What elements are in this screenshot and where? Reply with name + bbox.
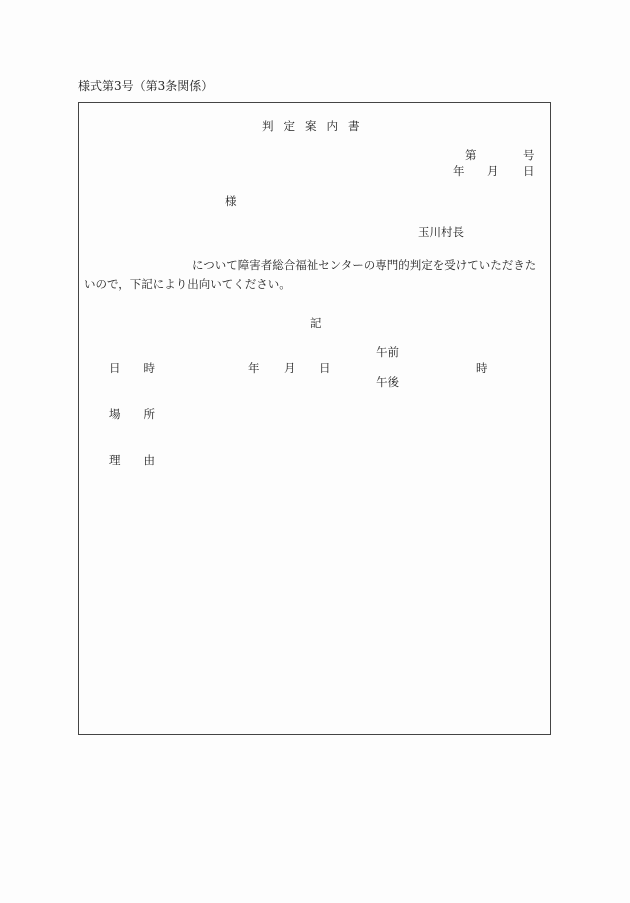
date-day: 日 [523, 164, 535, 178]
datetime-year: 年 [248, 361, 260, 375]
document-title: 判定案内書 [262, 119, 370, 133]
datetime-am: 午前 [376, 345, 399, 359]
date-month: 月 [487, 164, 499, 178]
datetime-label: 日 時 [109, 361, 155, 375]
form-number: 様式第3号（第3条関係） [78, 79, 214, 93]
sender-name: 玉川村長 [418, 225, 464, 239]
notice-heading: 記 [310, 316, 322, 330]
datetime-pm: 午後 [376, 375, 399, 389]
number-suffix: 号 [523, 148, 535, 162]
addressee-suffix: 様 [225, 194, 237, 208]
datetime-day: 日 [319, 361, 331, 375]
body-text-content: について障害者総合福祉センターの専門的判定を受けていただきたいので，下記により出向いてください。 [84, 258, 537, 291]
reason-label: 理 由 [109, 453, 155, 467]
number-prefix: 第 [465, 148, 477, 162]
place-label: 場 所 [109, 407, 155, 421]
datetime-month: 月 [284, 361, 296, 375]
body-text [84, 256, 546, 294]
date-year: 年 [453, 164, 465, 178]
datetime-hour: 時 [476, 361, 488, 375]
